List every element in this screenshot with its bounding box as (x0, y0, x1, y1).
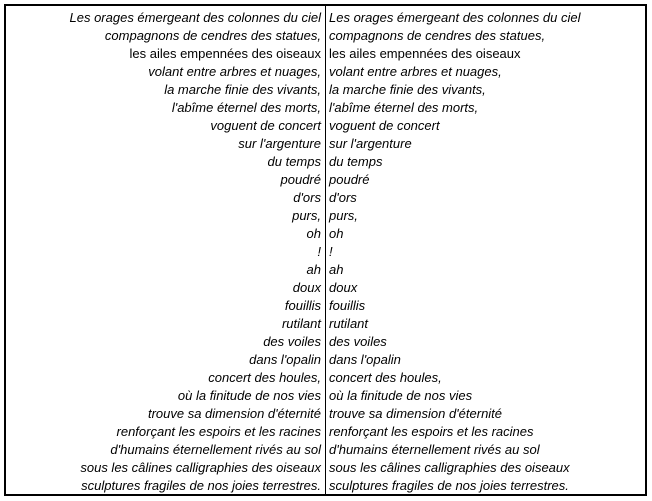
poem-line: sous les câlines calligraphies des oiseaux (80, 460, 321, 475)
poem-line: voguent de concert (329, 118, 440, 133)
poem-line: sous les câlines calligraphies des oiseaux (329, 460, 570, 475)
poem-line: les ailes empennées des oiseaux (129, 46, 321, 61)
poem-line: fouillis (284, 298, 321, 313)
poem-line: d'ors (329, 190, 357, 205)
poem-line: sur l'argenture (329, 136, 412, 151)
poem-line: où la finitude de nos vies (177, 388, 321, 403)
poem-line: Les orages émergeant des colonnes du ciel (69, 10, 321, 25)
poem-line: l'abîme éternel des morts, (329, 100, 479, 115)
poem-line: l'abîme éternel des morts, (171, 100, 321, 115)
table-cell-right (326, 6, 645, 494)
poem-line: poudré (280, 172, 321, 187)
poem-line: d'humains éternellement rivés au sol (329, 442, 540, 457)
poem-line: volant entre arbres et nuages, (329, 64, 502, 79)
poem-line: Les orages émergeant des colonnes du ciel (329, 10, 581, 25)
poem-line: doux (329, 280, 358, 295)
poem-line: oh (306, 226, 321, 241)
poem-line: dans l'opalin (329, 352, 401, 367)
poem-line: la marche finie des vivants, (164, 82, 321, 97)
poem-line: compagnons de cendres des statues, (104, 28, 321, 43)
poem-line: du temps (267, 154, 321, 169)
poem-line: oh (329, 226, 344, 241)
poem-line: renforçant les espoirs et les racines (116, 424, 321, 439)
poem-line: sculptures fragiles de nos joies terrestres. (329, 478, 569, 493)
poem-line: voguent de concert (210, 118, 321, 133)
table-cell-left (6, 6, 326, 494)
poem-line: des voiles (329, 334, 387, 349)
poem-line: purs, (329, 208, 358, 223)
poem-line: dans l'opalin (249, 352, 321, 367)
poem-line: d'ors (293, 190, 321, 205)
poem-line: sur l'argenture (238, 136, 321, 151)
poem-line: du temps (329, 154, 383, 169)
poem-line: poudré (329, 172, 370, 187)
poem-line: fouillis (329, 298, 366, 313)
poem-line: trouve sa dimension d'éternité (147, 406, 321, 421)
poem-line: où la finitude de nos vies (329, 388, 473, 403)
poem-line: compagnons de cendres des statues, (329, 28, 546, 43)
poem-line: ! (317, 244, 321, 259)
poem-line: concert des houles, (208, 370, 321, 385)
poem-line: la marche finie des vivants, (329, 82, 486, 97)
poem-line: des voiles (263, 334, 321, 349)
poem-line: ah (329, 262, 344, 277)
poem-line: d'humains éternellement rivés au sol (110, 442, 321, 457)
poem-line: sculptures fragiles de nos joies terrestres. (81, 478, 321, 493)
poem-line: rutilant (281, 316, 321, 331)
poem-line: rutilant (329, 316, 369, 331)
poem-line: ah (306, 262, 321, 277)
poem-line: renforçant les espoirs et les racines (329, 424, 534, 439)
poem-line: doux (292, 280, 321, 295)
poem-line: les ailes empennées des oiseaux (329, 46, 521, 61)
poem-table (4, 4, 647, 496)
poem-line: trouve sa dimension d'éternité (329, 406, 503, 421)
poem-line: volant entre arbres et nuages, (148, 64, 321, 79)
poem-line: purs, (292, 208, 321, 223)
poem-line: concert des houles, (329, 370, 442, 385)
poem-line: ! (329, 244, 333, 259)
